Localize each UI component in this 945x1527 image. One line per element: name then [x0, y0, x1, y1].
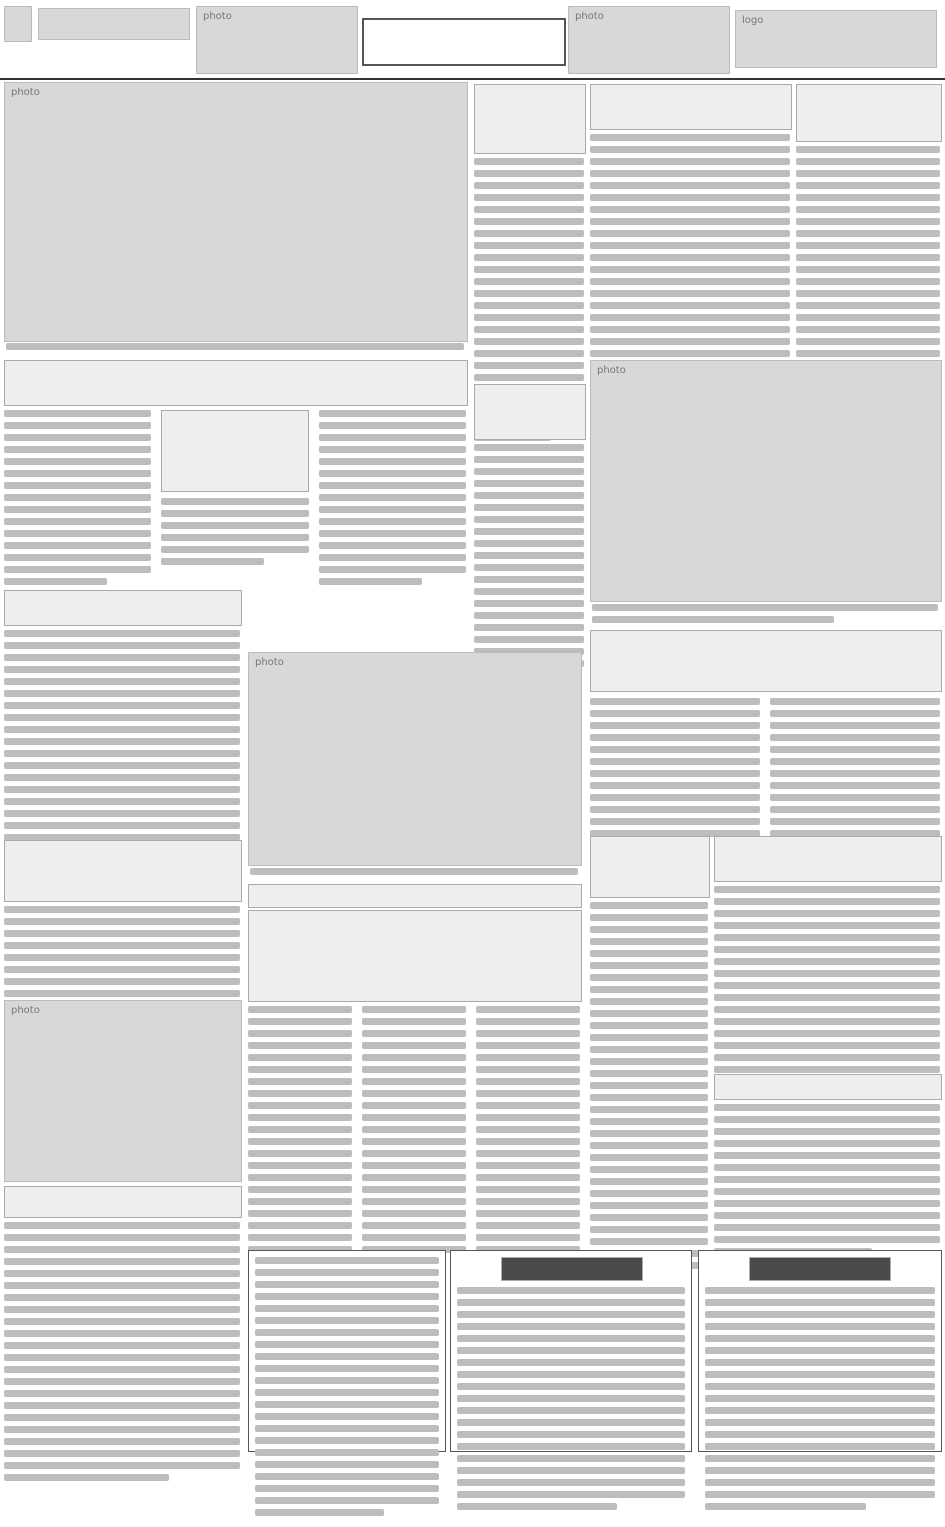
- government-notice: [248, 1250, 446, 1452]
- headline-islam: [4, 840, 242, 902]
- page-number-box: [4, 6, 32, 42]
- police-photo: photo: [590, 360, 942, 602]
- article-port-body: [4, 1222, 240, 1446]
- headline-col2-mid: [474, 384, 586, 440]
- page-header: [0, 0, 945, 80]
- flood-road-photo: photo: [248, 652, 582, 866]
- legal-notice-1-title: [501, 1257, 643, 1281]
- port-photo: photo: [4, 1000, 242, 1182]
- article-col2-top-body: [474, 158, 584, 378]
- article-manikganj-body: [590, 902, 708, 1242]
- article-assault-body: [714, 886, 940, 1066]
- flood-photo-caption: [250, 868, 578, 878]
- article-police-super-body: [590, 698, 940, 828]
- headline-motorcycle: [714, 1074, 942, 1100]
- pull-quote-box: [161, 410, 308, 492]
- article-eviction-body: [4, 630, 240, 830]
- masthead-logo: logo: [735, 10, 937, 68]
- article-col2-mid-body: [474, 444, 584, 644]
- article-flood-body: [248, 1006, 580, 1242]
- article-motorcycle-body: [714, 1104, 940, 1242]
- header-photo-strip-right: photo: [568, 6, 730, 74]
- headline-school-boundary: [590, 84, 792, 130]
- header-photo-strip-left: photo: [196, 6, 358, 74]
- date-block: [38, 8, 190, 40]
- headline-manikganj: [590, 836, 710, 898]
- headline-child-marriage: [796, 84, 942, 142]
- article-islam-body: [4, 906, 240, 996]
- lead-photo-caption: [6, 343, 464, 353]
- headline-police-super: [590, 630, 942, 692]
- section-title-box: [362, 18, 566, 66]
- headline-assault: [714, 836, 942, 882]
- headline-eviction: [4, 590, 242, 626]
- legal-notice-2: [698, 1250, 942, 1452]
- legal-notice-2-title: [749, 1257, 891, 1281]
- article-lead-body: [4, 410, 466, 550]
- article-school-boundary-body: [590, 134, 790, 354]
- headline-lead: [4, 360, 468, 406]
- headline-flood: [248, 910, 582, 1002]
- legal-notice-1: [450, 1250, 692, 1452]
- article-child-marriage-body: [796, 146, 940, 356]
- police-photo-caption: [592, 604, 938, 624]
- headline-port: [4, 1186, 242, 1218]
- lead-photo: photo: [4, 82, 468, 342]
- flood-subhead: [248, 884, 582, 908]
- headline-col2-top: [474, 84, 586, 154]
